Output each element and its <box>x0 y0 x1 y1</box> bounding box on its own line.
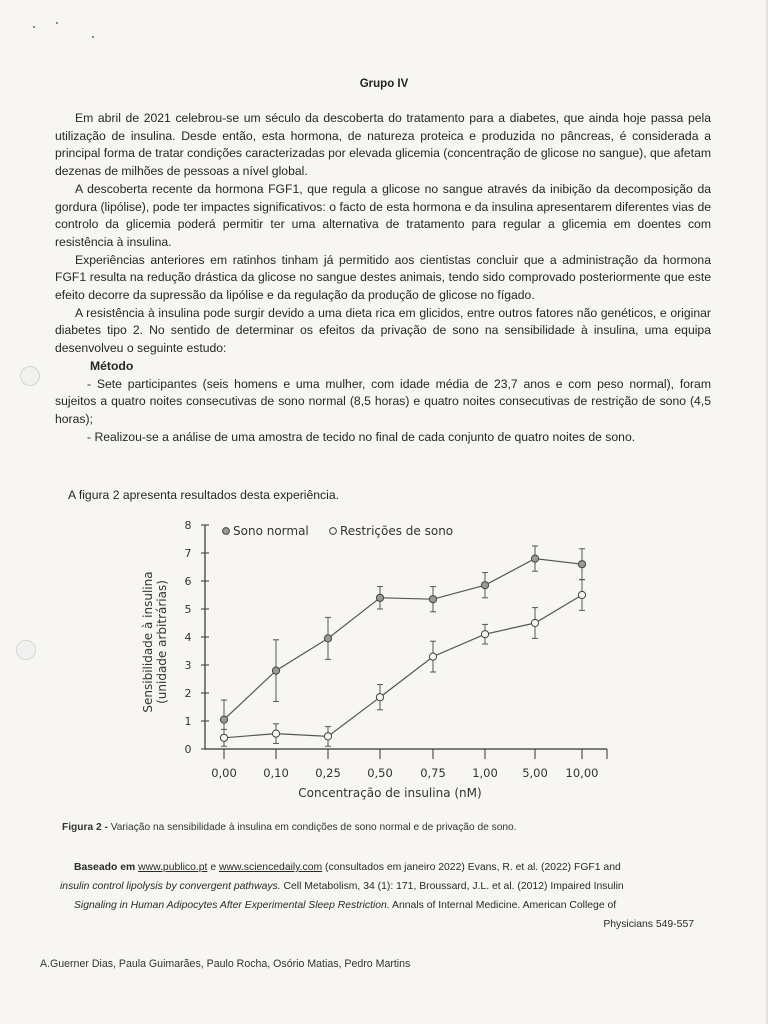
speck-mark <box>56 22 58 24</box>
x-tick-label: 0,75 <box>420 766 446 780</box>
data-point <box>324 635 331 642</box>
data-point <box>578 561 585 568</box>
legend-marker-2 <box>330 528 337 535</box>
data-point <box>272 730 279 737</box>
reference-lead: Baseado em <box>74 862 136 873</box>
legend-label-2: Restrições de sono <box>340 524 454 538</box>
punch-hole-mark <box>20 366 40 386</box>
y-tick-label: 0 <box>184 743 192 756</box>
legend-label-1: Sono normal <box>233 524 309 538</box>
y-tick-label: 5 <box>184 603 192 616</box>
figure-caption <box>62 822 517 833</box>
paragraph-3: Experiências anteriores em ratinhos tinham já permitido aos cientistas concluir que a administração da hormona FGF1 resulta na redução drástica da glicose no sangue destes animais, tendo sido comprovado posteriormente que este efeito decorre da supressão da lipólise e da regulação da produção de glicose no fígado. <box>55 252 711 303</box>
section-title: Grupo IV <box>359 78 409 90</box>
x-tick-label: 10,00 <box>565 766 599 780</box>
x-axis-label: Concentração de insulina (nM) <box>298 786 482 800</box>
reference-line-4: Physicians 549-557 <box>603 919 694 930</box>
body-text <box>55 110 711 446</box>
speck-mark <box>33 26 35 28</box>
data-point <box>376 594 383 601</box>
method-item-1: - Sete participantes (seis homens e uma mulher, com idade média de 23,7 anos e com peso normal), foram sujeitos a quatro noites consecutivas de sono normal (8,5 horas) e quatro noites consecutivas de restrição de sono (4,5 horas); <box>55 376 711 426</box>
authors-line: A.Guerner Dias, Paula Guimarães, Paulo Rocha, Osório Matias, Pedro Martins <box>40 958 411 970</box>
references <box>60 858 694 934</box>
y-tick-label: 7 <box>184 547 192 560</box>
reference-line-3: Signaling in Human Adipocytes After Experimental Sleep Restriction. Annals of Internal Medicine. American College of <box>74 900 617 911</box>
paragraph-2: A descoberta recente da hormona FGF1, que regula a glicose no sangue através da inibição da decomposição da gordura (lipólise), pode ter impactes significativos: o facto de esta hormona e da insulina apresentarem diferentes vias de controlo da glicemia poderá permitir ter uma alternativa de tratamento para regular a glicemia em doentes com resistência à insulina. <box>55 181 711 249</box>
x-tick-label: 0,10 <box>263 766 289 780</box>
y-tick-label: 3 <box>184 659 192 672</box>
series-line-1 <box>224 559 582 720</box>
method-item-2: - Realizou-se a análise de uma amostra de tecido no final de cada conjunto de quatro noites de sono. <box>87 429 636 444</box>
insulin-sensitivity-chart <box>130 512 610 804</box>
data-point <box>429 653 436 660</box>
y-tick-label: 8 <box>184 519 192 532</box>
y-tick-label: 6 <box>184 575 192 588</box>
legend-marker-1 <box>223 528 230 535</box>
data-point <box>324 733 331 740</box>
x-tick-label: 0,50 <box>367 766 393 780</box>
data-point <box>531 619 538 626</box>
caption-label: Figura 2 - <box>62 822 111 833</box>
paragraph-4: A resistência à insulina pode surgir devido a uma dieta rica em glicidos, entre outros fatores não genéticos, e originar diabetes tipo 2. No sentido de determinar os efeitos da privação de sono na sensibilidade à insulina, uma equipa desenvolveu o seguinte estudo: <box>55 305 711 356</box>
data-point <box>531 555 538 562</box>
data-point <box>481 582 488 589</box>
series-line-2 <box>224 595 582 738</box>
reference-link-sciencedaily[interactable]: www.sciencedaily.com <box>218 862 323 873</box>
paragraph-1: Em abril de 2021 celebrou-se um século da descoberta do tratamento para a diabetes, que ainda hoje passa pela utilização de insulina. Desde então, esta hormona, de natureza proteica e produzida no pâncreas, é considerada a principal forma de tratar condições caracterizadas por elevada glicemia (concentração de glicose no sangue), que afetam dezenas de milhões de pessoas a nível global. <box>55 111 711 179</box>
data-point <box>220 716 227 723</box>
caption-text: Variação na sensibilidade à insulina em condições de sono normal e de privação de sono. <box>110 822 517 833</box>
x-tick-label: 0,00 <box>211 766 237 780</box>
x-tick-label: 0,25 <box>315 766 341 780</box>
method-heading: Método <box>90 358 134 373</box>
y-tick-label: 2 <box>184 687 192 700</box>
reference-line-2: insulin control lipolysis by convergent pathways. Cell Metabolism, 34 (1): 171, Broussard, J.L. et al. (2012) Impaired Insulin <box>60 881 624 892</box>
y-axis-label: Sensibilidade à insulina <box>141 571 155 713</box>
data-point <box>272 667 279 674</box>
figure-intro: A figura 2 apresenta resultados desta experiência. <box>68 488 340 502</box>
data-point <box>429 596 436 603</box>
reference-line-1: Baseado em www.publico.pt e www.sciencedaily.com (consultados em janeiro 2022) Evans, R. et al. (2022) FGF1 and <box>74 862 621 873</box>
data-point <box>220 734 227 741</box>
data-point <box>578 591 585 598</box>
reference-link-publico[interactable]: www.publico.pt <box>138 862 208 873</box>
data-point <box>481 631 488 638</box>
punch-hole-mark <box>16 640 36 660</box>
y-tick-label: 4 <box>184 631 192 644</box>
y-tick-label: 1 <box>184 715 192 728</box>
y-axis-label-units: (unidade arbitrárias) <box>155 580 169 704</box>
x-tick-label: 1,00 <box>472 766 498 780</box>
speck-mark <box>92 36 94 38</box>
x-tick-label: 5,00 <box>522 766 548 780</box>
data-point <box>376 694 383 701</box>
